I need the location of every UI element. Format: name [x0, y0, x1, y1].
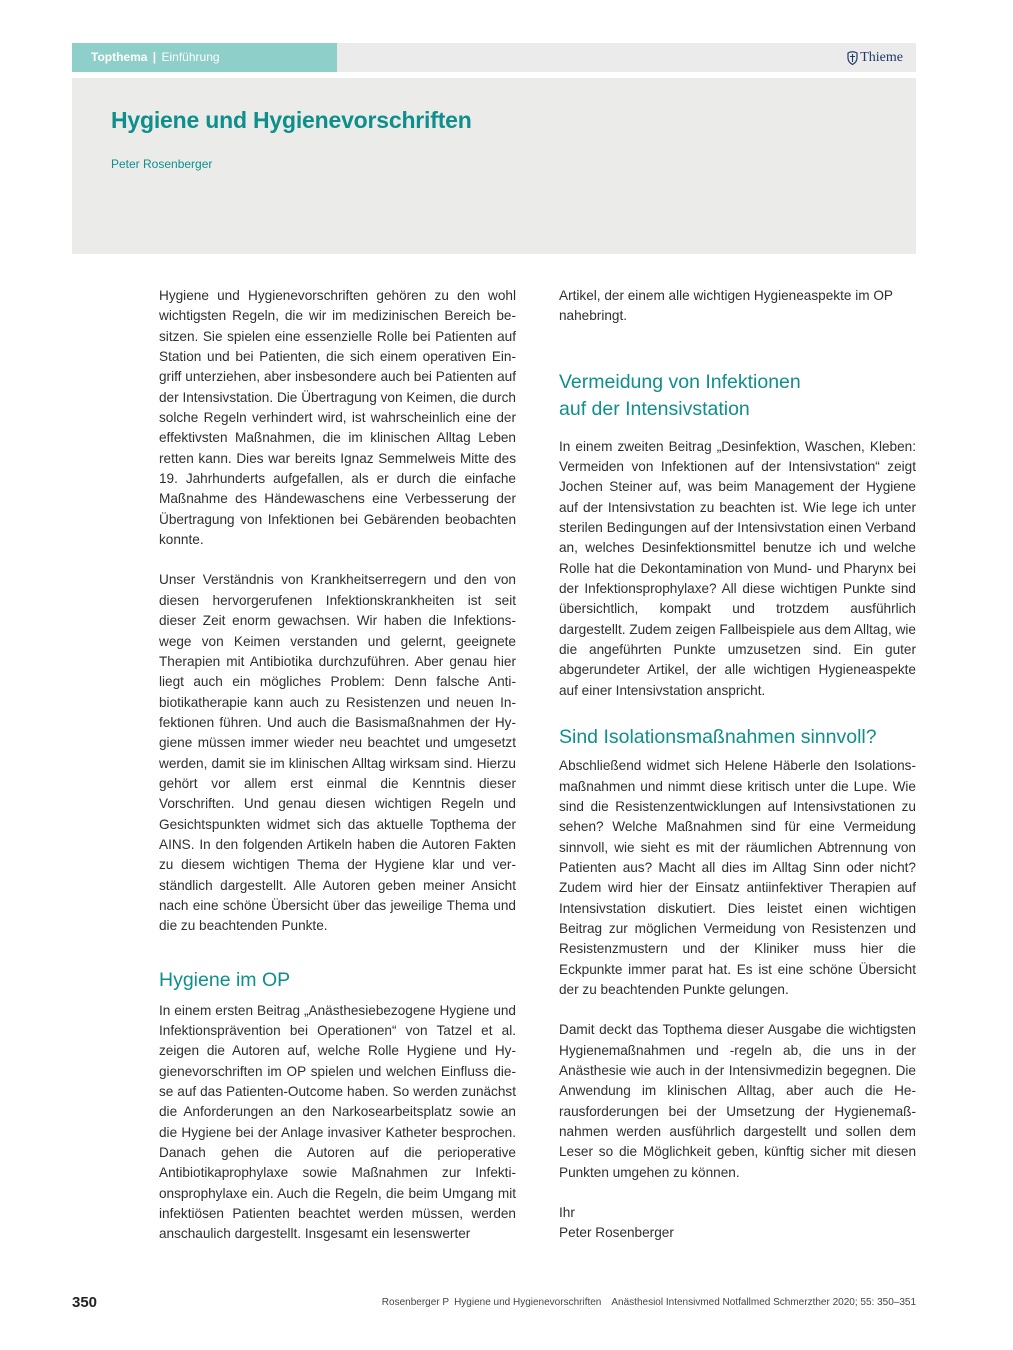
summary-paragraph: Damit deckt das Topthema dieser Ausgabe die wichtigsten Hygienemaßnahmen und -regeln ab, die uns in der Anästhesie wie auch in der Intensivmedizin begegnen. Die Anwendung im klinischen Alltag, aber auch die Herausforderungen bei der Umsetzung der Hygienemaßnahmen werden ausführlich dargestellt und sollen dem Leser so die Möglichkeit geben, künftig sicher mit diesen Punkten umgehen zu können. — [559, 1022, 916, 1180]
op-paragraph: In einem ersten Beitrag „Anästhesiebezogene Hygiene und Infektionsprävention bei Operationen“ von Tatzel et al. zeigen die Autoren auf, welche Rolle Hygiene und Hygienevorschriften im OP spielen und welchen Einfluss diese auf das Patienten-Outcome haben. So werden zunächst die Anforderungen an den Narkosearbeitsplatz sowie an die Hygiene bei der Anlage invasiver Katheter besprochen. Danach gehen die Autoren auf die perioperative Antibiotikaprophylaxe sowie Maßnahmen zur Infektionsprophylaxe ein. Auch die Regeln, die beim Umgang mit infektiösen Patienten beachtet werden müssen, werden anschaulich dargestellt. Insgesamt ein lesenswerter — [159, 1002, 516, 1242]
section-tab — [72, 43, 337, 72]
section-heading-isolation: Sind Isolationsmaßnahmen sinnvoll? — [559, 726, 877, 749]
icu-paragraph: In einem zweiten Beitrag „Desinfektion, Waschen, Kleben: Vermeiden von Infektionen auf der Intensivstation“ zeigt Jochen Steiner auf, was beim Management der Hygiene auf der Intensivstation zu beachten ist. Wie lege ich unter sterilen Bedingungen auf der Intensivstation einen Verband an, welches Desinfektionsmittel benutze ich und welche Rolle hat die Dekontamination von Mund- und Pharynx bei der Infektionsprophylaxe? All diese wichtigen Punkte sind übersichtlich, kompakt und trotzdem ausführlich dargestellt. Zudem zeigen Fallbeispiele aus dem Alltag, wie die angeführten Punkte umzusetzen sind. Ein guter abgerundeter Artikel, der alle wichtigen Hygieneaspekte auf einer Intensivstation anspricht. — [559, 438, 916, 698]
intro-paragraph: Hygiene und Hygienevorschriften gehören zu den wohl wichtigsten Regeln, die wir im medizinischen Bereich besitzen. Sie spielen eine essenzielle Rolle bei Patienten auf Station und bei Patienten, die sich einem operativen Eingriff unterziehen, aber insbesondere auch bei Patienten auf der Intensivstation. Die Übertragung von Keimen, die durch solche Regeln verhindert wird, ist wahrscheinlich eine der effektivsten Maßnahmen, die im klinischen Alltag Leben retten kann. Dies war bereits Ignaz Semmelweis Mitte des 19. Jahrhunderts aufgefallen, als er durch die einfache Maßnahme des Händewaschens eine Verbesserung der Übertragung von Infektionen bei Gebärenden beobachten konnte. — [159, 288, 516, 548]
section-separator: | — [152, 50, 157, 64]
header-bar — [72, 43, 916, 72]
right-column — [559, 286, 916, 1244]
section-label: Topthema — [91, 50, 148, 64]
publisher-logo — [847, 43, 903, 72]
page-number: 350 — [72, 1294, 98, 1311]
publisher-name: Thieme — [860, 50, 903, 65]
left-column — [159, 286, 516, 1245]
closing-block — [559, 1203, 916, 1244]
signature: Peter Rosenberger — [559, 1225, 674, 1241]
subsection-label: Einführung — [161, 50, 220, 64]
section-heading-icu: Vermeidung von Infektionen auf der Intensivstation — [559, 370, 801, 420]
continuation-paragraph: Artikel, der einem alle wichtigen Hygieneaspekte im OP nahebringt. — [559, 288, 893, 324]
citation-author: Rosenberger P — [381, 1297, 450, 1308]
citation-title: Hygiene und Hygienevorschriften — [454, 1297, 602, 1308]
article-title: Hygiene und Hygienevorschriften — [111, 107, 472, 133]
footer-citation — [382, 1297, 916, 1308]
thieme-emblem-icon — [847, 51, 858, 65]
body-paragraph: Unser Verständnis von Krankheitserregern und den von diesen hervorgerufenen Infektionskrankheiten ist seit dieser Zeit enorm gewachsen. Wir haben die Infektionswege von Keimen verstanden und gelernt, geeignete Therapien mit Antibiotika durchzuführen. Aber genau hier liegt auch ein mögliches Problem: Denn falsche Antibiotikatherapie kann auch zu Resistenzen und neuen Infektionen führen. Und auch die Basismaßnahmen der Hygiene müssen immer wieder neu beachtet und umgesetzt werden, damit sie im klinischen Alltag wirksam sind. Hierzu gehört vor allem erst einmal die Kenntnis dieser Vorschriften. Und genau diesen wichtigen Regeln und Gesichtspunkten widmet sich das aktuelle Topthema der AINS. In den folgenden Artikeln haben die Autoren Fakten zu diesem wichtigen Thema der Hygiene klar und verständlich dargestellt. Alle Autoren geben meiner Ansicht nach eine schöne Übersicht über das jeweilige Thema und die zu beachtenden Punkte. — [159, 572, 516, 934]
isolation-paragraph: Abschließend widmet sich Helene Häberle den Isolationsmaßnahmen und nimmt diese kritisch unter die Lupe. Wie sind die Resistenzentwicklungen auf Intensivstationen zu sehen? Welche Maßnahmen sind für eine Vermeidung sinnvoll, wie sieht es mit der räumlichen Abtrennung von Patienten aus? Macht all dies im Alltag Sinn oder nicht? Zudem wird hier der Einsatz antiinfektiver Therapien auf Intensivstation diskutiert. Dies leistet einen wichtigen Beitrag zur möglichen Vermeidung von Resistenzen und Resistenzmustern und der Kliniker muss hier die Eckpunkte immer parat hat. Es ist eine schöne Übersicht der zu beachtenden Punkte gelungen. — [559, 758, 916, 997]
section-heading-op: Hygiene im OP — [159, 968, 291, 991]
article-author: Peter Rosenberger — [111, 157, 213, 171]
title-block — [72, 78, 916, 254]
citation-journal: Anästhesiol Intensivmed Notfallmed Schmerzther 2020; 55: 350–351 — [611, 1297, 916, 1308]
closing-salutation: Ihr — [559, 1205, 575, 1221]
